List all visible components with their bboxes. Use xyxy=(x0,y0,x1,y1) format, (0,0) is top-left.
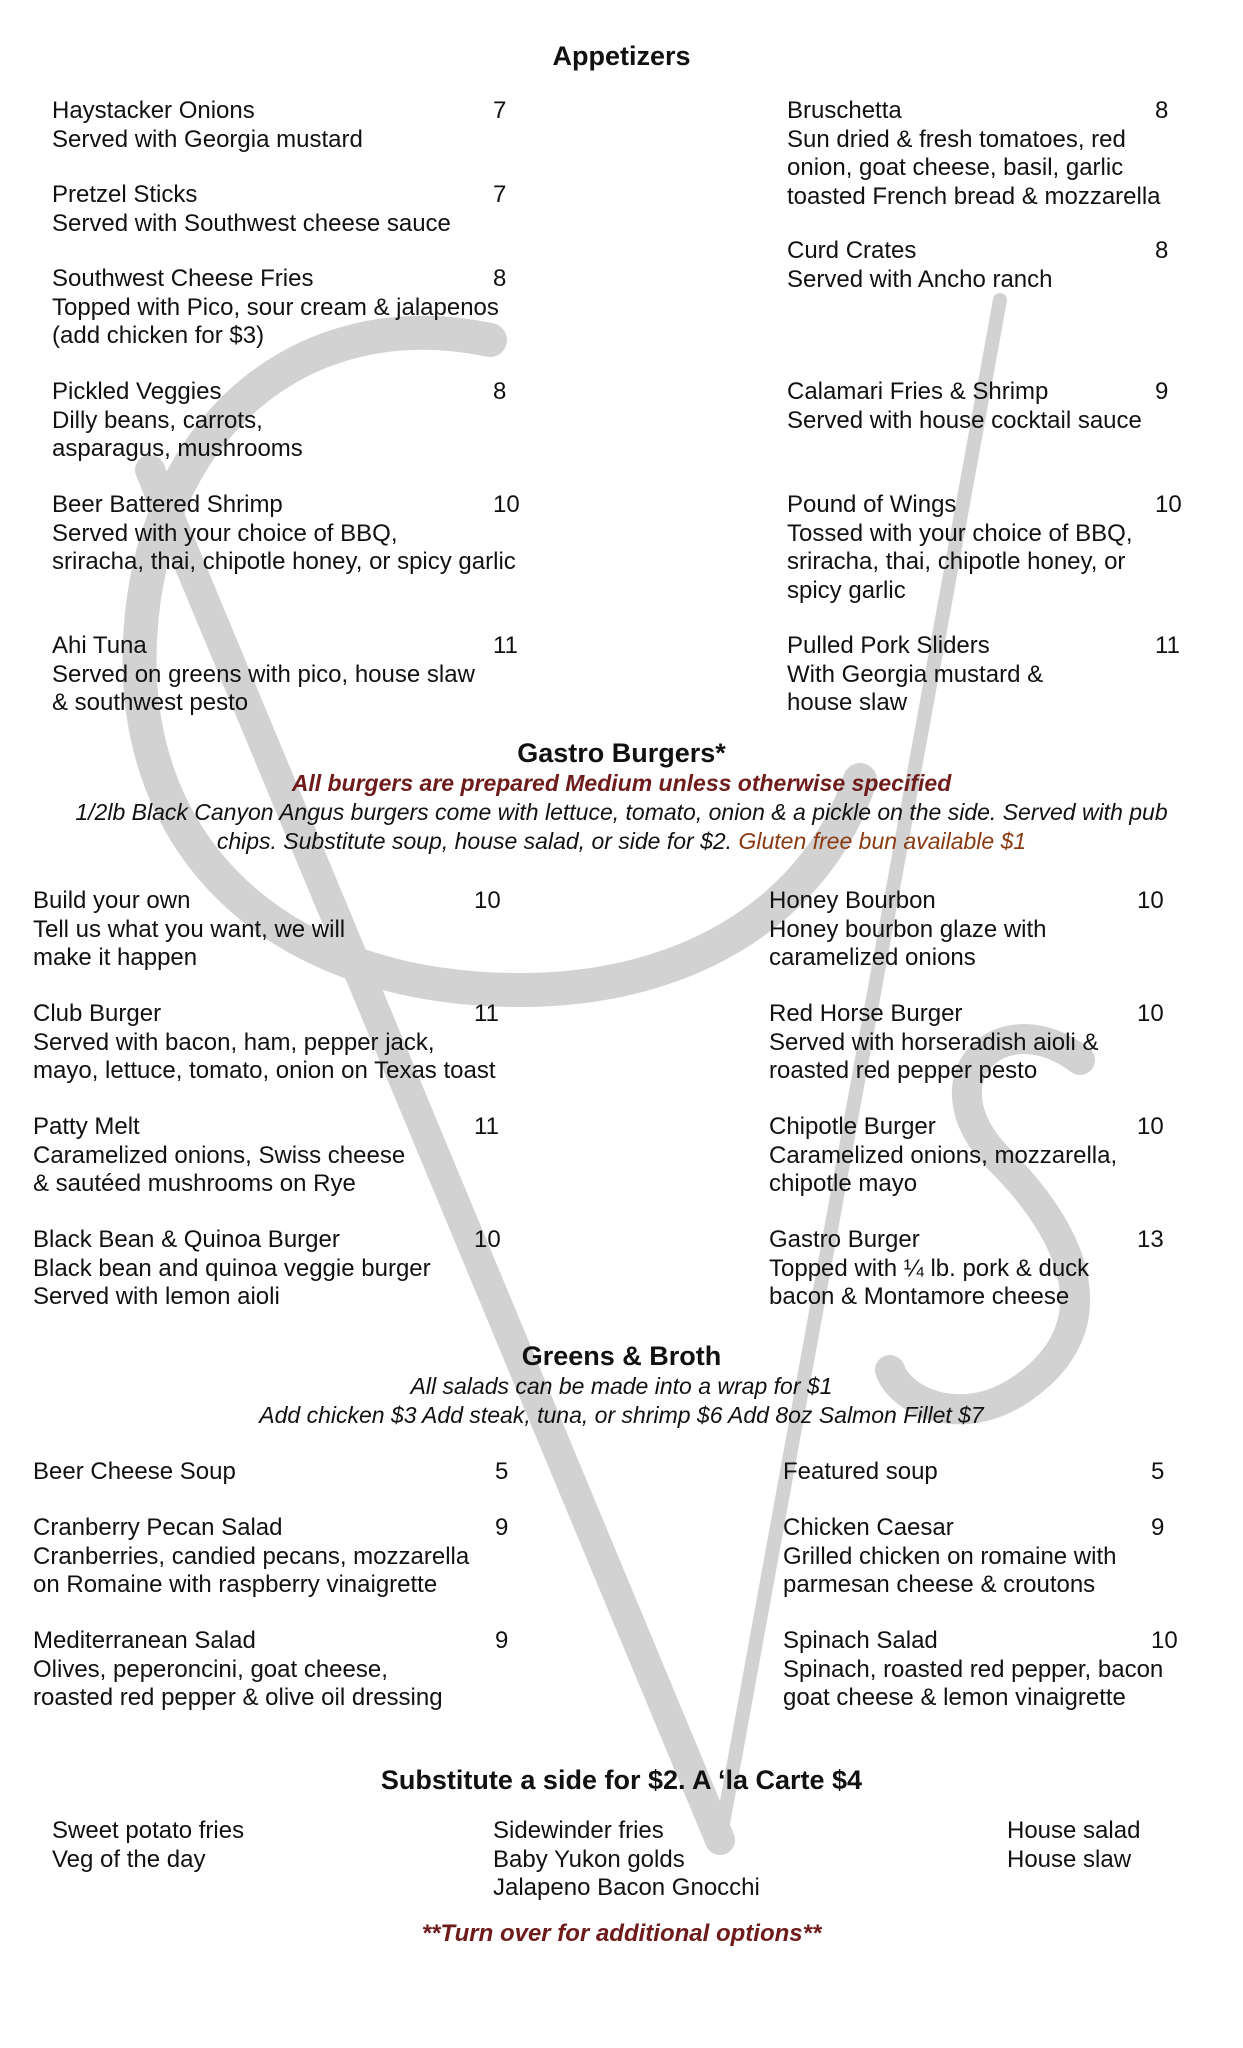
menu-item-price: 10 xyxy=(1137,1113,1164,1140)
menu-item-description: Served with horseradish aioli & xyxy=(769,1028,1099,1056)
burgers-info-line1: 1/2lb Black Canyon Angus burgers come with lettuce, tomato, onion & a pickle on the side. Served with pub xyxy=(75,799,1168,825)
menu-item-name: Pickled Veggies xyxy=(52,378,222,405)
menu-item-price: 11 xyxy=(474,1000,499,1027)
menu-item-price: 9 xyxy=(495,1627,509,1654)
menu-item-name: Calamari Fries & Shrimp xyxy=(787,378,1049,405)
menu-item-name: Chipotle Burger xyxy=(769,1113,936,1140)
sides-col2 xyxy=(493,1817,760,1903)
menu-item-price: 8 xyxy=(493,265,507,292)
menu-item xyxy=(33,1000,514,1086)
menu-item xyxy=(33,1514,535,1600)
menu-item xyxy=(787,378,1195,435)
menu-item-name: Pound of Wings xyxy=(787,491,957,518)
menu-item-description: mayo, lettuce, tomato, onion on Texas toast xyxy=(33,1057,496,1084)
menu-item-description: Cranberries, candied pecans, mozzarella xyxy=(33,1542,470,1570)
side-item: Sweet potato fries xyxy=(52,1817,245,1844)
menu-item-description: Served with your choice of BBQ, xyxy=(52,519,398,547)
menu-item-price: 9 xyxy=(1155,378,1169,405)
menu-item-description: Honey bourbon glaze with xyxy=(769,915,1047,943)
menu-item xyxy=(787,491,1195,605)
menu-item-name: Build your own xyxy=(33,887,191,914)
menu-item xyxy=(52,378,533,464)
burgers-notice: All burgers are prepared Medium unless otherwise specified xyxy=(291,770,952,796)
side-item: Baby Yukon golds xyxy=(493,1845,685,1873)
menu-item-description: Served with Georgia mustard xyxy=(52,125,363,153)
greens-sub2: Add chicken $3 Add steak, tuna, or shrimp $6 Add 8oz Salmon Fillet $7 xyxy=(259,1402,984,1428)
menu-item-price: 8 xyxy=(493,378,507,405)
menu-item-description: roasted red pepper & olive oil dressing xyxy=(33,1684,443,1711)
burgers-info-line2 xyxy=(0,827,1243,856)
menu-item-name: Mediterranean Salad xyxy=(33,1627,256,1654)
menu-item-name: Bruschetta xyxy=(787,97,902,124)
menu-item-price: 9 xyxy=(1151,1514,1165,1541)
burgers-title: Gastro Burgers* xyxy=(517,738,726,768)
menu-item-name: Southwest Cheese Fries xyxy=(52,265,314,292)
menu-item xyxy=(33,1627,535,1713)
menu-item-description: Tossed with your choice of BBQ, xyxy=(787,519,1133,547)
side-item: Sidewinder fries xyxy=(493,1817,664,1844)
menu-item-description: make it happen xyxy=(33,944,198,971)
menu-item xyxy=(769,1000,1177,1086)
menu-item-description: Served with Southwest cheese sauce xyxy=(52,209,451,237)
menu-item-description: parmesan cheese & croutons xyxy=(783,1571,1096,1598)
menu-item-name: Beer Battered Shrimp xyxy=(52,491,283,518)
menu-item-name: Red Horse Burger xyxy=(769,1000,963,1027)
menu-item xyxy=(783,1514,1191,1600)
menu-item xyxy=(33,1226,514,1312)
menu-item-description: & southwest pesto xyxy=(52,689,249,716)
menu-item-price: 11 xyxy=(474,1113,499,1140)
menu-item-description: Caramelized onions, mozzarella, xyxy=(769,1141,1118,1169)
menu-item-price: 11 xyxy=(1155,632,1180,659)
menu-item-description: chipotle mayo xyxy=(769,1170,918,1197)
menu-item-name: Curd Crates xyxy=(787,237,917,264)
menu-item-description: & sautéed mushrooms on Rye xyxy=(33,1170,356,1197)
burgers-info-text: chips. Substitute soup, house salad, or side for $2. xyxy=(216,828,739,854)
menu-item-description: sriracha, thai, chipotle honey, or xyxy=(787,548,1126,575)
menu-item xyxy=(783,1458,1191,1487)
menu-item-name: Gastro Burger xyxy=(769,1226,920,1253)
menu-item-description: Sun dried & fresh tomatoes, red xyxy=(787,125,1126,153)
menu-item-description: Served with lemon aioli xyxy=(33,1283,280,1310)
menu-item-name: Chicken Caesar xyxy=(783,1514,954,1541)
menu-item-name: Cranberry Pecan Salad xyxy=(33,1514,283,1541)
menu-item-description: Served with bacon, ham, pepper jack, xyxy=(33,1028,435,1056)
menu-item-price: 5 xyxy=(495,1458,509,1485)
menu-item xyxy=(769,887,1177,973)
menu-item-price: 10 xyxy=(1151,1627,1178,1654)
menu-item xyxy=(52,491,533,577)
menu-item-name: Pretzel Sticks xyxy=(52,181,198,208)
menu-item-name: Club Burger xyxy=(33,1000,162,1027)
menu-item xyxy=(52,265,533,351)
menu-item-description: sriracha, thai, chipotle honey, or spicy garlic xyxy=(52,548,516,575)
menu-item-name: Honey Bourbon xyxy=(769,887,936,914)
side-item: House slaw xyxy=(1007,1845,1132,1873)
side-item: Jalapeno Bacon Gnocchi xyxy=(493,1874,760,1901)
menu-item xyxy=(769,1113,1177,1199)
menu-item xyxy=(52,97,533,154)
menu-item xyxy=(52,632,533,718)
menu-item-description: Topped with ¼ lb. pork & duck xyxy=(769,1254,1090,1282)
menu-item-name: Haystacker Onions xyxy=(52,97,255,124)
menu-item-description: (add chicken for $3) xyxy=(52,322,265,349)
menu-item xyxy=(769,1226,1177,1312)
menu-item-price: 9 xyxy=(495,1514,509,1541)
sides-title: Substitute a side for $2. A ‘la Carte $4 xyxy=(380,1765,863,1795)
menu-item-price: 8 xyxy=(1155,237,1169,264)
menu-item-name: Spinach Salad xyxy=(783,1627,938,1654)
footer-note: **Turn over for additional options** xyxy=(421,1920,822,1947)
menu-item-description: goat cheese & lemon vinaigrette xyxy=(783,1684,1126,1711)
menu-item-price: 10 xyxy=(474,887,501,914)
menu-item-description: on Romaine with raspberry vinaigrette xyxy=(33,1571,438,1598)
menu-item-price: 10 xyxy=(1137,1000,1164,1027)
menu-item-description: caramelized onions xyxy=(769,944,976,971)
menu-item-description: Olives, peperoncini, goat cheese, xyxy=(33,1655,388,1683)
menu-item-description: Dilly beans, carrots, xyxy=(52,406,263,434)
menu-item xyxy=(33,887,514,973)
menu-item-description: spicy garlic xyxy=(787,576,906,604)
menu-item-description: roasted red pepper pesto xyxy=(769,1057,1038,1084)
menu-item xyxy=(787,632,1195,718)
menu-item xyxy=(787,237,1195,294)
menu-item-price: 13 xyxy=(1137,1226,1164,1253)
menu-item-description: Served with Ancho ranch xyxy=(787,265,1053,293)
menu-item-description: onion, goat cheese, basil, garlic xyxy=(787,154,1124,181)
menu-item-price: 10 xyxy=(1137,887,1164,914)
menu-item-price: 10 xyxy=(493,491,520,518)
menu-item-price: 10 xyxy=(474,1226,501,1253)
menu-item-price: 5 xyxy=(1151,1458,1165,1485)
gluten-free-note: Gluten free bun available $1 xyxy=(738,828,1027,854)
menu-item xyxy=(33,1113,514,1199)
menu-item-name: Pulled Pork Sliders xyxy=(787,632,990,659)
menu-item-description: Served with house cocktail sauce xyxy=(787,406,1142,434)
menu-item-name: Patty Melt xyxy=(33,1113,140,1140)
menu-item-description: Grilled chicken on romaine with xyxy=(783,1542,1117,1570)
side-item: House salad xyxy=(1007,1817,1141,1844)
menu-item-description: bacon & Montamore cheese xyxy=(769,1283,1070,1310)
menu-item-price: 7 xyxy=(493,181,507,208)
menu-item-price: 11 xyxy=(493,632,518,659)
sides-col3 xyxy=(1007,1817,1140,1874)
menu-item-name: Beer Cheese Soup xyxy=(33,1458,236,1485)
sides-col1 xyxy=(52,1817,244,1874)
menu-item-price: 7 xyxy=(493,97,507,124)
menu-item-name: Featured soup xyxy=(783,1458,938,1485)
appetizers-title: Appetizers xyxy=(552,41,691,71)
greens-title: Greens & Broth xyxy=(521,1341,722,1371)
side-item: Veg of the day xyxy=(52,1845,206,1873)
menu-item-description: Black bean and quinoa veggie burger xyxy=(33,1254,431,1282)
menu-item-description: house slaw xyxy=(787,689,908,716)
menu-item-description: Served on greens with pico, house slaw xyxy=(52,660,475,688)
menu-item-description: Spinach, roasted red pepper, bacon xyxy=(783,1655,1164,1683)
menu-item-name: Black Bean & Quinoa Burger xyxy=(33,1226,340,1253)
menu-item-description: With Georgia mustard & xyxy=(787,660,1044,688)
menu-item-description: Topped with Pico, sour cream & jalapenos xyxy=(52,293,499,321)
menu-item-description: Caramelized onions, Swiss cheese xyxy=(33,1141,406,1169)
menu-item xyxy=(52,181,533,238)
menu-item-price: 8 xyxy=(1155,97,1169,124)
menu-item xyxy=(787,97,1195,211)
menu-item-price: 10 xyxy=(1155,491,1182,518)
menu-item-description: Tell us what you want, we will xyxy=(33,915,346,943)
menu-item xyxy=(33,1458,535,1487)
menu-item-description: toasted French bread & mozzarella xyxy=(787,182,1161,210)
menu-item xyxy=(783,1627,1191,1713)
menu-item-name: Ahi Tuna xyxy=(52,632,147,659)
greens-sub1: All salads can be made into a wrap for $1 xyxy=(410,1373,833,1399)
menu-item-description: asparagus, mushrooms xyxy=(52,435,303,462)
